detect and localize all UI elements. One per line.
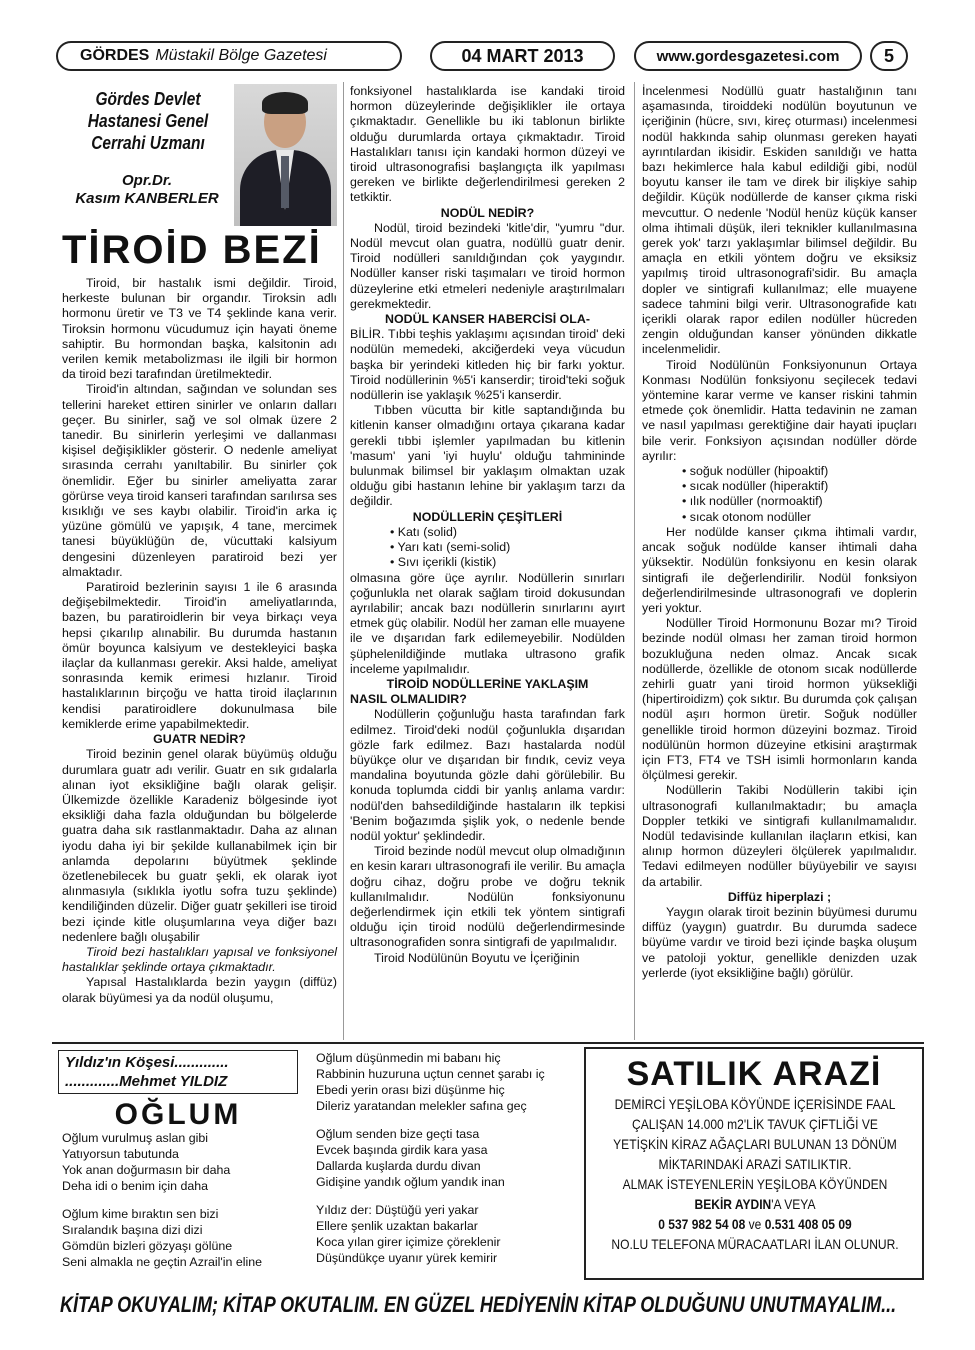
column-corner (58, 1050, 298, 1134)
author-institution: Gördes Devlet Hastanesi Genel Cerrahi Uzmanı (87, 89, 209, 153)
ad-line: YETİŞKİN KİRAZ AĞAÇLARI BULUNAN 13 DÖNÜM (613, 1136, 897, 1152)
ad-phone-1: 0 537 982 54 08 (658, 1216, 746, 1232)
poem-line: Oğlum düşünmedin mi babanı hiç (316, 1051, 501, 1065)
article-paragraph: olmasına göre üçe ayrılır. Nodüllerin sınırları çoğunlukla net olarak sağlam tiroid dokusundan ayrılabilir; ancak bazı nodüllerin sınırlarını ayırt etmek güç olabilir. Nodül her zaman elle muayene ile ve dışarıdan fark edilemeyebilir. Nodülden şüphelenildiğinde mutlaka ultrasono grafik inceleme yapılmalıdır. (350, 570, 625, 676)
paper-subtitle: Müstakil Bölge Gazetesi (155, 47, 327, 64)
column-corner-title (58, 1050, 298, 1094)
poem-line: Dallarda kuşlarda durdu divan (316, 1159, 481, 1173)
article-paragraph: Nodüller Tiroid Hormonunu Bozar mı? Tiroid bezinde nodül olması her zaman tiroid hormon bozukluğuna neden olmaz. Ancak sıcak nodüllerde, özellikle de otonom sıcak nodüllerde zehirli guatr yani tiroid hormon yüksekliği (hipertiroidizm) çok sıktır. Bu durumda çok çalışan nodül aşırı hormon üretir. Soğuk nodüller genellikle tiroid hormon düzeyini bozmaz. Tiroid nodülünün hormon düzeyine etkisini araştırmak için FT3, FT4 ve TSH isimli hormonların kanda ölçülmesi gerekir. (642, 616, 917, 783)
poem-left (62, 1130, 302, 1282)
ad-contact-suffix: 'A VEYA (771, 1196, 816, 1212)
article-paragraph: Tiroid bezi hastalıkları yapısal ve fonksiyonel hastalıklar şeklinde ortaya çıkmaktadır. (62, 944, 337, 975)
poem-line: Oğlum kime bıraktın sen bizi (62, 1207, 219, 1221)
article-paragraph: Tiroid, bir hastalık ismi değildir. Tiroid, herkeste bulunan bir organdır. Tiroksin adlı hormonu üretir ve T3 ve T4 şeklinde kana verir. Tiroksin hormonu vücudumuz için hayati öneme sahiptir. Bu hormondan başka, kalsitonin adı verilen kemik metabolizması ile ilgili bir hormon da tiroid bezi tarafından üretilmektedir. (62, 276, 337, 382)
poem-stanza (316, 1202, 576, 1266)
section-heading: Diffüz hiperplazi ; (727, 889, 832, 904)
poem-stanza (62, 1130, 302, 1194)
article-column-2 (350, 84, 625, 966)
article-paragraph: İncelenmesi Nodüllü guatr hastalığının tanı aşamasında, tiroiddeki nodülün boyutunun ve içeriğinin (hücre, sıvı, kireç oturması) incelenmesi nodül hakkında sahip olunması gereken hayati ayrıntılardan ikisidir. Eskiden sanıldığı ve hatta bazı hekimlerce hala kabul edildiği gibi, nodül boyutu kanser ile tam ve direk bir ilişkiye sahip değildir. Küçük nodüllerde de kanser çıkma riski mevcuttur. O nedenle 'Nodül henüz küçük kanser olma ihtimali düşük, ileri teknikler kullanılmasına gerek yok' tarzı yaklaşımlar bilimsel değildir. Bu amaçla en etkili yöntem doğru ve eksiksiz yapılmış tiroid ultrasonografi'sidir. Bu amaçla dopler ve sintigrafi kullanılmaz; elle muayene sadece tahmini bilgi verir. Ultrasonografide katı içerikli olarak rapor edilen nodüller hücreden zengin olduğundan kanser yönünden dikkatle incelenmelidir. (642, 84, 917, 357)
section-divider (52, 1042, 924, 1044)
article-paragraph: Tıbben vücutta bir kitle saptandığında bu kitlenin kanser olmadığını ortaya çıkarana kadar gerekli tıbbi işlemler yapılmadan bu kitlenin 'masum' yani 'iyi huylu' olduğu tahmininde bulunmak bilimsel bir yaklaşım olmaktan uzak olduğu gibi hastanın lehine bir yaklaşım tarzı da değildir. (350, 403, 625, 509)
poem-title: OĞLUM (114, 1098, 242, 1131)
article-paragraph: • soğuk nodüller (hipoaktif) (682, 464, 829, 479)
poem-line: Sıralandık başına dizi dizi (62, 1223, 203, 1237)
article-paragraph: • sıcak nodüller (hiperaktif) (682, 479, 829, 494)
poem-line: Oğlum vurulmuş aslan gibi (62, 1131, 208, 1145)
ad-contact (587, 1194, 922, 1214)
poem-line: Yatıyorsun tabutunda (62, 1147, 179, 1161)
ad-phones (587, 1214, 922, 1234)
article-headline: TİROİD BEZİ (62, 228, 322, 272)
ad-last-line: NO.LU TELEFONA MÜRACAATLARI İLAN OLUNUR. (611, 1236, 899, 1252)
poem-stanza (316, 1050, 576, 1114)
poem-stanza (316, 1126, 576, 1190)
article-paragraph: Tiroid Nodülünün Fonksiyonunun Ortaya Konması Nodülün fonksiyonu seçilecek tedavi yöntemine karar verme ve kanser riskini tahmin etmede çok önemlidir. Hatta tedavinin ne zaman ve nasıl yapılması gerektiğine dair hayati ipuçları bile verir. Fonksiyon açısından nodüller dörde ayrılır: (642, 357, 917, 463)
ad-line: DEMİRCİ YEŞİLOBA KÖYÜNDE İÇERİSİNDE FAAL (614, 1096, 896, 1112)
author-photo (234, 84, 337, 226)
article-paragraph: • Yarı katı (semi-solid) (390, 540, 511, 555)
poem-line: Gömdün bizleri gözyaşı gölüne (62, 1239, 233, 1253)
website-link[interactable]: www.gordesgazetesi.com (634, 41, 862, 71)
ad-line: MİKTARINDAKİ ARAZİ SATILIKTIR. (658, 1156, 852, 1172)
poem-line: Yok anan doğurmasın bir daha (62, 1163, 231, 1177)
article-paragraph: Yaygın olarak tiroit bezinin büyümesi durumu diffüz (yaygın) guatrdır. Bu durumda sadece büyüme vardır ve tiroid bezi içinde başka oluşum ve patoloji yoktur, genellikle denizden uzak yerlerde (iyot eksikliğine bağlı) görülür. (642, 904, 917, 980)
column-corner-line1: Yıldız'ın Köşesi............. (65, 1054, 229, 1071)
ad-title: SATILIK ARAZİ (626, 1055, 882, 1093)
article-paragraph: • sıcak otonom nodüller (682, 509, 812, 524)
article-paragraph: Yapısal Hastalıklarda bezin yaygın (diffüz) olarak büyümesi ya da nodül oluşumu, (62, 975, 337, 1005)
paper-name-pill (56, 41, 402, 71)
article-paragraph: Nodüllerin Takibi Nodüllerin takibi için ultrasonografi kullanılmaktadır; bu amaçla Doppler tetkiki ve sintigrafi kullanılmamalıdır. Nodül tedavisinde kullanılan ilaçların etkisi, kan alınıp hormon düzeyleri ölçülerek yapılmalıdır. Tedavi edilmeyen nodüller büyüyebilir ve sayısı da artabilir. (642, 783, 917, 889)
article-paragraph: • Katı (solid) (390, 524, 457, 539)
article-paragraph: • ılık nodüller (normoaktif) (682, 494, 823, 509)
section-heading: TİROİD NODÜLLERİNE YAKLAŞIM (386, 676, 589, 691)
article-paragraph: Her nodülde kanser çıkma ihtimali vardır, ancak soğuk nodülde kanser ihtimali daha yüksektir. Nodülün fonksiyonu en kesin olarak sintigrafi ile değerlendirilir. Nodül fonksiyon değerlendirilmesinde ultrasonografi ve doplerin yeri yoktur. (642, 524, 917, 615)
article-paragraph: Nodül, tiroid bezindeki 'kitle'dir, "yumru "dur. Nodül mevcut olan guatra, nodüllü guatr denir. Tiroid nodülleri sanıldığından çok yaygındır. Nodüller kanser riski taşımaları ve tiroid hormon düzeylerine etki etmeleri nedeniyle araştırılmaları gerekmektedir. (350, 220, 625, 311)
poem-line: Evcek başında girdik kara yasa (316, 1143, 488, 1157)
section-heading: NODÜLLERİN ÇEŞİTLERİ (412, 509, 563, 524)
column-divider (343, 82, 344, 1040)
ad-phone-join: ve (745, 1216, 765, 1232)
ad-line: ÇALIŞAN 14.000 m2'LİK TAVUK ÇİFTLİĞİ VE (632, 1116, 878, 1132)
section-heading: NODÜL NEDİR? (440, 205, 535, 220)
poem-right (316, 1050, 576, 1278)
section-heading: GUATR NEDİR? (153, 732, 246, 747)
section-heading: NODÜL KANSER HABERCİSİ OLA- (385, 312, 590, 327)
poem-line: Oğlum senden bize geçti tasa (316, 1127, 480, 1141)
poem-line: Gidişine yandık oğlum yandık inan (316, 1175, 505, 1189)
issue-date: 04 MART 2013 (430, 41, 615, 71)
footer-slogan: KİTAP OKUYALIM; KİTAP OKUTALIM. EN GÜZEL HEDİYENİN KİTAP OLDUĞUNU UNUTMAYALIM... (60, 1292, 897, 1317)
ad-contact-name: BEKİR AYDIN (694, 1196, 772, 1212)
ad-line: ALMAK İSTEYENLERİN YEŞİLOBA KÖYÜNDEN (622, 1176, 888, 1192)
article-column-1 (62, 276, 337, 1006)
article-paragraph: fonksiyonel hastalıklarda ise kandaki tiroid hormon düzeylerinde değişiklikler ile ortaya çıkmaktadır. Genellikle bu iki tablonun birlikte olduğu durumlarda ortaya çıkmaktadır. Tiroid Hastalıkları tanısı için kandaki hormon düzeyi ve tiroid ultrasonografisi başlangıçta ilk yapılması gereken ve birlikte değerlendirilmesi gereken 2 tetkiktir. (350, 84, 625, 205)
ad-body (587, 1094, 922, 1194)
poem-line: Ebedi yerin orası bizi düşünme hiç (316, 1083, 505, 1097)
poem-line: Rabbinin huzuruna uçtun cennet şarabı iç (316, 1067, 545, 1081)
poem-line: Seni almakla ne geçtin Azrail'in eline (62, 1255, 263, 1269)
land-sale-ad (584, 1047, 924, 1280)
poem-line: Deha idi o benim için daha (62, 1179, 209, 1193)
paper-name: GÖRDES (80, 47, 150, 64)
article-paragraph: Tiroid Nodülünün Boyutu ve İçeriğinin (374, 950, 580, 965)
poem-line: Koca yılan girer içimize çöreklenir (316, 1235, 501, 1249)
article-paragraph: BİLİR. Tıbbi teşhis yaklaşımı açısından tiroid' deki nodülün memedeki, akciğerdeki veya vücudun başka bir yerindeki kitleden hiç bir farkı yoktur. Tiroid nodüllerinin %5'i kanserdir; tiroid'teki soğuk nodüllerin ise yaklaşık %25'i kanserdir. (350, 327, 625, 403)
ad-phone-2: 0.531 408 05 09 (764, 1216, 852, 1232)
article-paragraph: Tiroid'in altından, sağından ve solundan ses tellerini hareket ettiren sinirler ve onların dalları geçer. Bu sinirler, sağ ve sol olmak üzere 2 tanedir. Bu sinirlerin yerleşimi ve dallanması kişisel değişiklikler gösterir. O nedenle ameliyat sırasında cerrahı yanıltabilir. Bu sinirler çok önemlidir. Eğer bu sinirler ameliyatta zarar görürse veya tiroid kanseri tarafından sarılırsa ses kısıklığı ve ses kaybı olabilir. Tiroid'in arka iç yüzüne gömülü ve yapışık, 4 tane, mercimek tanesi büyüklüğün de, vücuttaki kalsiyum dengesini düzenleyen paratiroid bezi yer almaktadır. (62, 382, 337, 579)
author-name: Kasım KANBERLER (75, 190, 219, 207)
article-paragraph: Tiroid bezinde nodül mevcut olup olmadığının en kesin kararı ultrasonografi ile verilir. Bu amaçla doğru cihaz, doğru probe ve doğru teknik kullanılmalıdır. Nodülün fonksiyonunu değerlendirmek için etkili tek yöntem sintigrafi olduğu için tiroid nodülü değerlendirmesinde ultrasonografiden sonra sintigrafi de yapılmalıdır. (350, 844, 625, 950)
article-paragraph: Paratiroid bezlerinin sayısı 1 ile 6 arasında değişebilmektedir. Tiroid'in ameliyatlarında, bazen, bu paratiroidlerin bir veya birkaçı veya hepsi çıkarılıp alınabilir. Bu durumda hastanın ömür boyunca kalsiyum ve destekleyici başka ilaçlar da kullanması gerekir. Aksi halde, ameliyat sonrasında kemik erimesi hızlanır. Tiroid hastalıklarının birçoğu ve hatta tiroid ilaçlarının kendisi paratiroidlere dokunulmasa bile kemiklerde erime yapabilmektedir. (62, 580, 337, 731)
poem-stanza (62, 1206, 302, 1270)
section-heading: NASIL OLMALIDIR? (350, 692, 467, 707)
article-paragraph: Tiroid bezinin genel olarak büyümüş olduğu durumlara guatr adı verilir. Guatr en sık gıdalarla alınan iyot eksikliğine bağlı olarak gelişir. Ülkemizde özellikle Karadeniz bölgesinde iyot eksikliği daha fazla olduğundan bu bölgelerde guatra daha sık rastlanmaktadır. Daha az alınan iyodu daha iyi bir şekilde kullanabilmek için bir anlamda depolarını büyütmek şeklinde özetlenebilecek bu guatr şekli, ek olarak iyot alınmasıyla (sıklıkla iyotlu sofra tuzu şeklinde) kendiliğinden düzelir. Diğer guatr şekilleri ise tiroid bezi içinde kitle oluşumlarına veya diğer bazı nedenlere bağlı oluşabilir (62, 747, 337, 944)
poem-line: Dileriz yaratandan melekler safına geç (316, 1099, 527, 1113)
page-number: 5 (870, 41, 908, 71)
poem-line: Yıldız der: Düştüğü yeri yakar (316, 1203, 479, 1217)
poem-line: Düşündükçe uyanır yürek kemirir (316, 1251, 498, 1265)
column-divider (634, 82, 635, 1040)
poem-line: Ellere şenlik uzaktan bakarlar (316, 1219, 478, 1233)
article-paragraph: Nodüllerin çoğunluğu hasta tarafından fark edilmez. Tiroid'deki nodül çoğunlukla dışarıdan gözle fark edilmez. Bazı hastalarda nodül büyükçe olur ve dışarıdan bir fındık, ceviz veya mandalina boyutunda gözle dahi görülebilir. Bu konuda toplumda ciddi bir yanlış anlama vardır: nodül'den bahsedildiğinde hastaların ilk tepkisi 'Benim boğazımda şişlik yok, o nedenle bende nodül yoktur' şeklindedir. (350, 707, 625, 843)
author-box (62, 88, 232, 208)
column-corner-author: .............Mehmet YILDIZ (65, 1073, 228, 1090)
article-paragraph: • Sıvı içerikli (kistik) (390, 555, 497, 570)
author-title: Opr.Dr. (121, 172, 173, 189)
article-column-3 (642, 84, 917, 981)
